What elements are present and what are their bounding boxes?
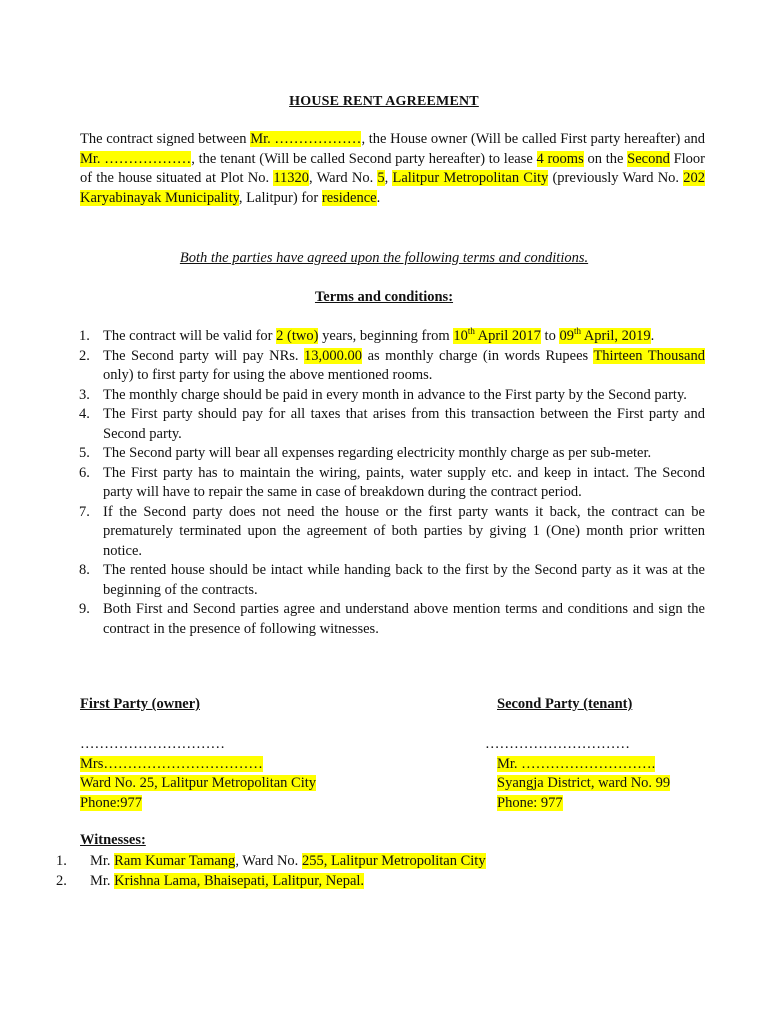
first-party-signature-line: ………………………… (80, 736, 225, 752)
term-number: 3. (79, 386, 90, 403)
witness-address: 255, Lalitpur Metropolitan City (301, 853, 486, 869)
witness-title: Mr. (90, 853, 115, 869)
term-text: only) to first party for using the above mentioned rooms. (103, 367, 433, 383)
city-name: Lalitpur Metropolitan City (392, 170, 549, 186)
second-party-phone: Phone: 977 (497, 794, 563, 811)
witness-name: Ram Kumar Tamang (114, 853, 236, 869)
end-month-year: April, 2019 (580, 328, 651, 344)
term-number: 4. (79, 406, 90, 422)
floor-value: Second (627, 150, 670, 167)
term-text: The contract will be valid for (103, 328, 277, 344)
start-date (453, 328, 541, 344)
witnesses-list (56, 851, 486, 891)
term-number: 1. (79, 328, 90, 344)
intro-text: on the (583, 150, 628, 167)
agreement-statement: Both the parties have agreed upon the following terms and conditions. (179, 250, 589, 266)
plot-number: 11320 (273, 170, 310, 186)
witness-number: 2. (56, 873, 67, 889)
start-day: 10 (453, 328, 468, 344)
document-title: HOUSE RENT AGREEMENT (289, 94, 479, 109)
intro-paragraph (80, 130, 705, 208)
term-text: The rented house should be intact while handing back to the first by the Second party as it was at the beginning of the contracts. (103, 562, 705, 598)
end-date (559, 328, 650, 344)
intro-text: , Ward No. (309, 170, 378, 186)
term-item (62, 386, 705, 406)
second-party-address: Syangja District, ward No. 99 (497, 775, 671, 791)
first-party-phone: Phone:977 (80, 794, 143, 811)
term-item (62, 444, 705, 464)
term-item (62, 600, 705, 639)
second-party-heading: Second Party (tenant) (497, 696, 633, 712)
intro-text: , Lalitpur) for (238, 189, 322, 206)
term-number: 8. (79, 562, 90, 578)
term-item (62, 464, 705, 503)
start-month-year: April 2017 (474, 328, 541, 344)
second-party-block (485, 735, 670, 813)
term-number: 6. (79, 464, 90, 481)
monthly-amount: 13,000.00 (304, 347, 363, 364)
lease-purpose: residence (321, 189, 377, 206)
intro-text: (previously Ward No. (548, 170, 684, 186)
end-day-suffix: th (573, 326, 581, 337)
term-text: Both First and Second parties agree and understand above mention terms and conditions and sign the contract in the presence of following witnesses. (103, 601, 705, 637)
term-text: The monthly charge should be paid in every month in advance to the First party by the Second party. (103, 386, 687, 403)
witness-item (56, 851, 486, 871)
first-party-heading: First Party (owner) (80, 696, 200, 712)
intro-text: , (384, 170, 393, 186)
term-text: If the Second party does not need the house or the first party wants it back, the contract can be prematurely terminated upon the agreement of both parties by giving 1 (One) month prior written notice. (103, 503, 705, 559)
term-item (62, 561, 705, 600)
term-item (62, 405, 705, 444)
intro-text: The contract signed between (80, 131, 251, 147)
tenant-name-blank: Mr. ……………… (80, 150, 192, 167)
term-text: as monthly charge (in words Rupees (362, 347, 594, 364)
witness-details: Krishna Lama, Bhaisepati, Lalitpur, Nepal. (114, 873, 365, 889)
term-text: . (650, 328, 655, 344)
owner-name-blank: Mr. ……………… (250, 131, 362, 147)
ward-number: 5 (377, 170, 385, 186)
start-day-suffix: th (467, 326, 475, 337)
terms-list (62, 327, 705, 639)
witnesses-heading: Witnesses: (80, 832, 146, 848)
term-text: The Second party will pay NRs. (103, 347, 305, 364)
end-day: 09 (559, 328, 574, 344)
amount-in-words: Thirteen Thousand (593, 347, 705, 364)
terms-heading: Terms and conditions: (314, 289, 454, 305)
rooms-count: 4 rooms (536, 150, 584, 167)
term-text: years, beginning from (318, 328, 454, 344)
term-item (62, 327, 705, 347)
term-number: 9. (79, 601, 90, 617)
intro-text: . (376, 189, 381, 206)
first-party-name: Mrs…………………………… (80, 755, 263, 772)
term-number: 5. (79, 445, 90, 461)
second-party-name: Mr. ………………………. (497, 755, 656, 772)
first-party-address: Ward No. 25, Lalitpur Metropolitan City (80, 775, 317, 791)
term-item (62, 503, 705, 562)
previous-ward: 202 Karyabinayak Municipality (80, 170, 706, 206)
intro-text: , the tenant (Will be called Second party hereafter) to lease (191, 150, 537, 167)
term-number: 2. (79, 347, 90, 364)
intro-text: Floor of the house situated at Plot No. (80, 150, 705, 186)
witness-number: 1. (56, 853, 67, 869)
witness-item (56, 871, 486, 891)
term-number: 7. (79, 503, 90, 520)
term-text: The First party has to maintain the wiring, paints, water supply etc. and keep in intact. The Second party will have to repair the same in case of breakdown during the contract period. (103, 464, 705, 500)
term-text: The Second party will bear all expenses regarding electricity monthly charge as per sub-meter. (103, 445, 652, 461)
first-party-block (80, 735, 316, 813)
intro-text: , the House owner (Will be called First party hereafter) and (361, 131, 705, 147)
contract-duration: 2 (two) (276, 328, 319, 344)
witness-title: Mr. (90, 873, 115, 889)
term-text: to (540, 328, 560, 344)
second-party-signature-line: ………………………… (485, 736, 630, 752)
term-item (62, 347, 705, 386)
witness-text: , Ward No. (235, 853, 302, 869)
term-text: The First party should pay for all taxes that arises from this transaction between the First party and Second party. (103, 406, 705, 442)
